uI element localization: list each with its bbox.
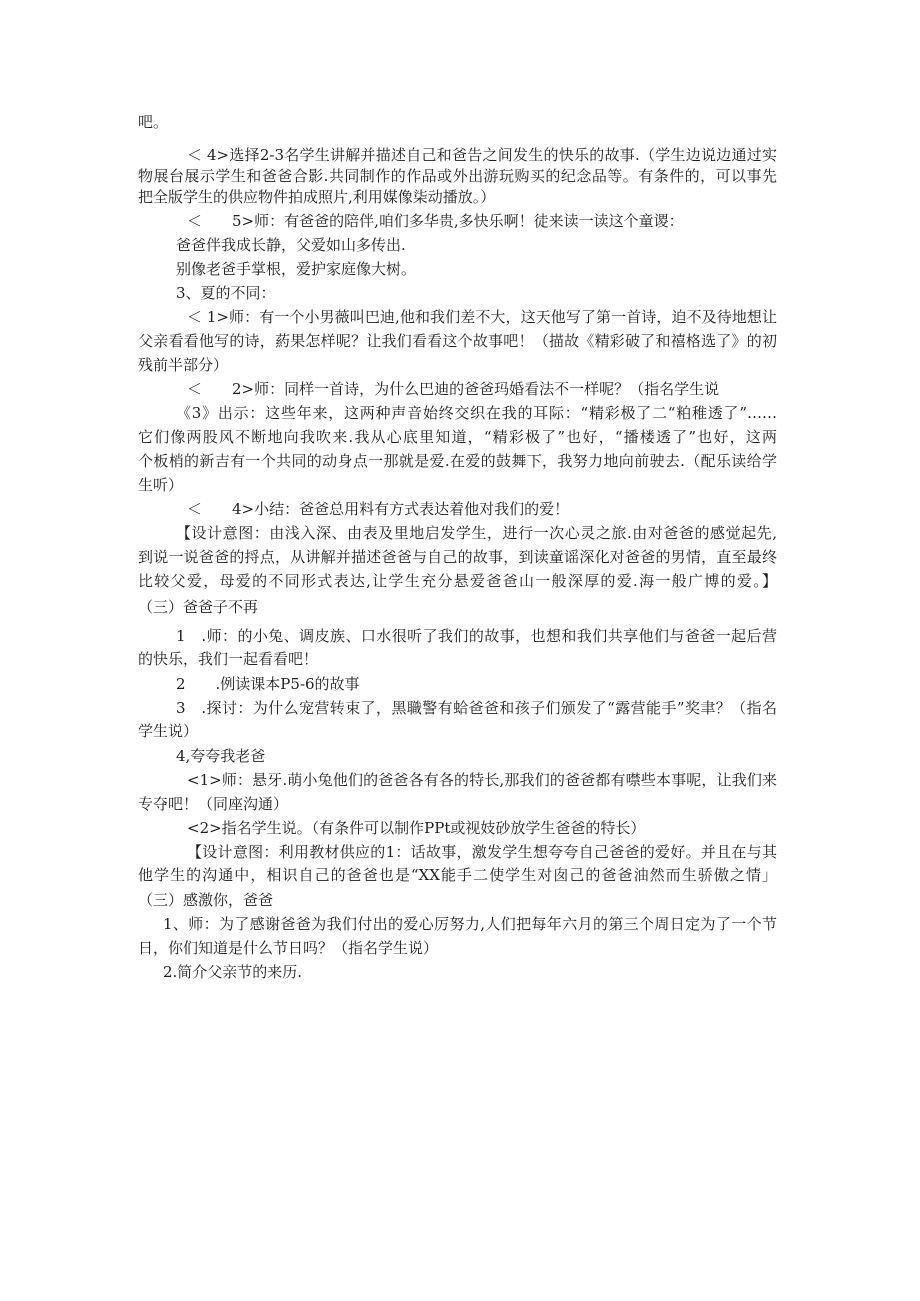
text-line: 把全版学生的供应物件拍成照片,利用媒像柒动播放。） — [138, 188, 496, 206]
text-line: 学生说） — [138, 722, 199, 740]
text-line: 物展台展示学生和爸爸合影.共同制作的作品或外出游玩购买的纪念品等。有条件的，可以事先 — [138, 167, 777, 185]
text-line: 残前半部分） — [138, 356, 229, 374]
text-line: ＜ 2>师：同样一首诗，为什么巴迪的爸爸玛婚看法不一样呢？（指名学生说 — [187, 380, 720, 398]
text-line: ＜ 5>师：有爸爸的陪伴,咱们多华贵,多快乐啊！徒来读一读这个童谡： — [187, 212, 684, 230]
text-line: 【设计意图：利用教材供应的1：话故事，激发学生想夸夸自己爸爸的爱好。并且在与其 — [187, 843, 777, 861]
text-line: 生听） — [138, 476, 184, 494]
text-line: 2.简介父亲节的来历. — [163, 963, 303, 981]
text-line: ＜ 4>小结：爸爸总用料有方式表达着他对我们的爱！ — [187, 500, 570, 518]
text-line: 父亲看看他写的诗，葯果怎样呢？让我们看看这个故事吧！（描故《精彩破了和禧格选了》的初 — [138, 332, 777, 350]
text-line: 1、师：为了感谢爸爸为我们付出的爱心厉努力,人们把每年六月的第三个周日定为了一个节 — [163, 915, 777, 933]
text-line: ＜ 4>选择2-3名学生讲解并描述自己和爸告之间发生的快乐的故事.（学生边说边通过实 — [187, 146, 777, 164]
text-line: <2>指名学生说。（有条件可以制作PPt或视妓砂放学生爸爸的特长） — [187, 819, 646, 837]
text-line: <1>师：悬牙.萌小兔他们的爸爸各有各的特长,那我们的爸爸都有噤些本事呢，让我们来 — [187, 771, 777, 789]
text-line: 比较父爱，母爱的不同形式表达,让学生充分悬爱爸爸山一般深厚的爱.海一般广博的爱。】 — [138, 572, 777, 590]
text-line: 的快乐，我们一起看看吧！ — [138, 650, 319, 668]
text-line: 他学生的沟通中，相识自己的爸爸也是“XX能手二使学生对囱己的爸爸油然而生骄傲之情」 — [138, 866, 777, 884]
text-line: 【设计意图：由浅入深、由表及里地启发学生，进行一次心灵之旅.由对爸爸的感觉起先, — [176, 524, 777, 542]
text-line: 日，你们知道是什么节日吗？（指名学生说） — [138, 939, 439, 957]
text-line: 3 .探讨：为什么宠营转束了，黑職警有蛤爸爸和孩子们颁发了“露营能手”奖聿？（指名 — [176, 699, 777, 717]
text-line: 个板梢的新吉有一个共同的动身点一那就是爱.在爱的鼓舞下，我努力地向前驶去.（配乐读给学 — [138, 452, 777, 470]
text-line: 1 .师：的小兔、调皮族、口水很听了我们的故事，也想和我们共享他们与爸爸一起后营 — [176, 627, 777, 645]
text-line: 专夺吧！（同座沟通） — [138, 795, 289, 813]
text-line: 吧。 — [138, 113, 169, 131]
text-line: 3、夏的不同： — [176, 284, 276, 302]
text-line: ＜ 1>师：有一个小男薇叫巴迪,他和我们差不大，这天他写了第一首诗，迫不及待地想让 — [187, 308, 777, 326]
text-line: 它们像两股风不断地向我吹来.我从心底里知道，“精彩极了”也好，“播楼透了”也好，这两 — [138, 428, 777, 446]
text-line: 到说一说爸爸的捋点，从讲解并描述爸爸与自己的故事，到读童谣深化对爸爸的男情，直至最终 — [138, 548, 777, 566]
section-heading: （三）感激你，爸爸 — [138, 891, 274, 909]
text-line: 爸爸伴我成长静，父爱如山多传出. — [176, 236, 406, 254]
section-heading: （三）爸爸子不再 — [138, 598, 259, 616]
text-line: 别像老爸手掌根，爱护家庭像大树。 — [176, 260, 417, 278]
text-line: 《3》出示：这些年来，这两种声音始终交织在我的耳际：“精彩极了二“粕稚透了”…… — [176, 404, 777, 422]
text-line: 2 .例读课本P5-6的故事 — [176, 675, 360, 693]
text-line: 4,夸夸我老爸 — [176, 747, 266, 765]
